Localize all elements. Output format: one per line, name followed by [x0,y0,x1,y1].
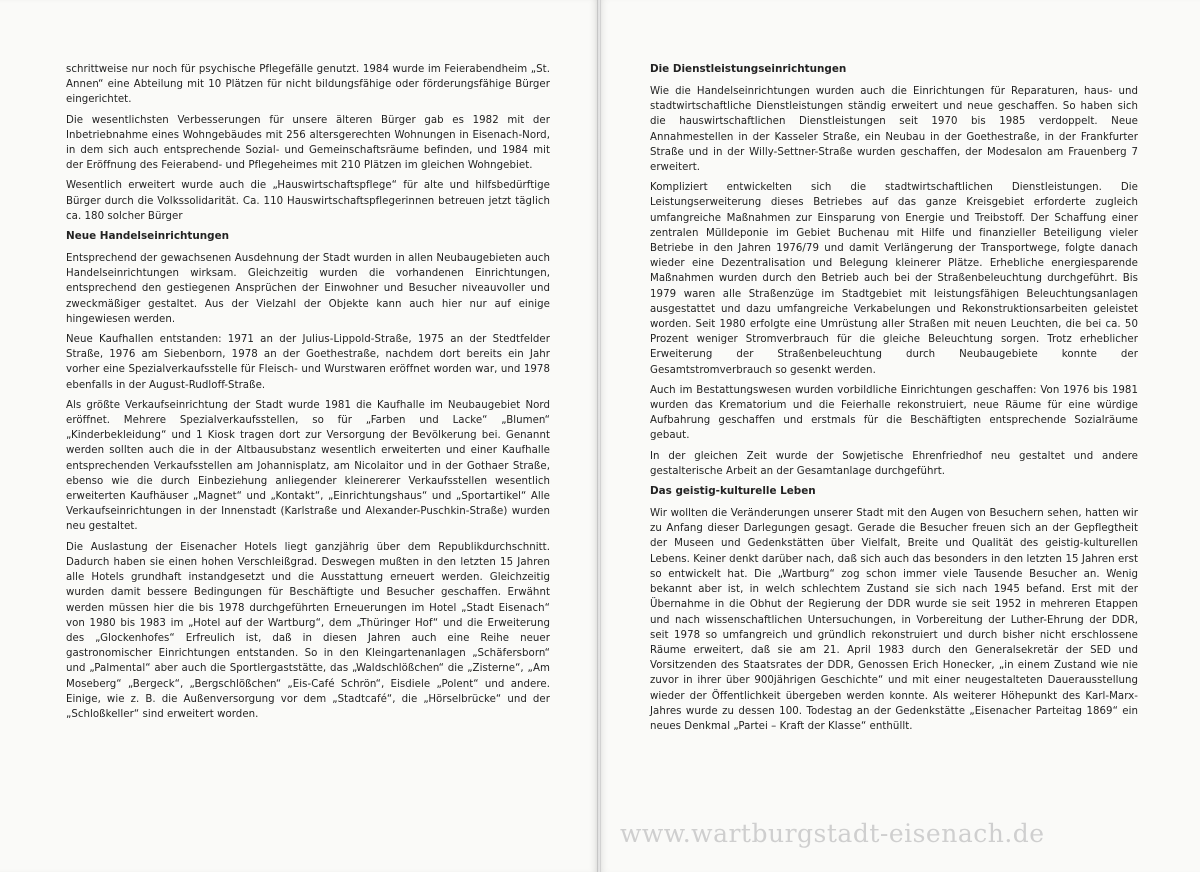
paragraph: Die Auslastung der Eisenacher Hotels liegt ganzjährig über dem Republikdurchschnitt. Dadurch haben sie einen hohen Verschleißgrad. Deswegen mußten in den letzten 15 Jahren alle Hotels grundhaft instandgesetzt und die Ausstattung erneuert werden. Gleichzeitig wurden damit bessere Bedingungen für Beschäftigte und Besucher geschaffen. Erwähnt werden müssen hier die bis 1978 durchgeführten Erneuerungen im Hotel „Stadt Eisenach“ von 1980 bis 1983 im „Hotel auf der Wartburg“, dem „Thüringer Hof“ und die Erweiterung des „Glockenhofes“ Erfreulich ist, daß in diesen Jahren auch eine Reihe neuer gastronomischer Einrichtungen entstanden. So in den Kleingartenanlagen „Schäfersborn“ und „Palmental“ aber auch die Sportlergaststätte, das „Waldschlößchen“ die „Zisterne“, „Am Moseberg“ „Bergeck“, „Bergschlößchen“ „Eis-Café Schrön“, Eisdiele „Polent“ und andere. Einige, wie z. B. die Außenversorgung vor dem „Stadtcafé“, die „Hörselbrücke“ und der „Schloßkeller“ sind erweitert worden. [66,541,550,720]
paragraph: In der gleichen Zeit wurde der Sowjetische Ehrenfriedhof neu gestaltet und andere gestalterische Arbeit an der Gesamtanlage durchgeführt. [650,450,1138,477]
paragraph: schrittweise nur noch für psychische Pflegefälle genutzt. 1984 wurde im Feierabendheim „St. Annen“ eine Abteilung mit 10 Plätzen für nicht bildungsfähige oder förderungsfähige Bürger eingerichtet. [66,64,550,106]
right-page-text [650,62,1138,739]
paragraph: Wie die Handelseinrichtungen wurden auch die Einrichtungen für Reparaturen, haus- und stadtwirtschaftliche Dienstleistungen ständig erweitert und neue geschaffen. So haben sich die hauswirtschaftlichen Dienstleistungen seit 1970 bis 1985 verdoppelt. Neue Annahmestellen in der Kasseler Straße, ein Neubau in der Goethestraße, in der Frankfurter Straße und in der Willy-Settner-Straße wurden geschaffen, der Modesalon am Frauenberg 7 erweitert. [650,86,1138,174]
website-watermark: www.wartburgstadt-eisenach.de [620,819,1045,848]
paragraph: Kompliziert entwickelten sich die stadtwirtschaftlichen Dienstleistungen. Die Leistungserweiterung dieses Betriebes auf das ganze Kreisgebiet erforderte zugleich umfangreiche Maßnahmen zur Einsparung von Energie und Treibstoff. Der Schaffung einer zentralen Mülldeponie im Gebiet Buchenau mit Hilfe und finanzieller Beteiligung vieler Betriebe in den Jahren 1976/79 und damit Verlängerung der Transportwege, folgte danach wieder eine Dezentralisation und Belegung kleinerer Plätze. Erhebliche energiesparende Maßnahmen wurden durch den Betrieb auch bei der Straßenbeleuchtung durchgeführt. Bis 1979 waren alle Straßenzüge im Stadtgebiet mit leistungsfähigen Beleuchtungsanlagen ausgestattet und dazu umfangreiche Verkabelungen und Rekonstruktionsarbeiten geleistet worden. Seit 1980 erfolgte eine Umrüstung aller Straßen mit neuen Leuchten, die bei ca. 50 Prozent weniger Stromverbrauch für die gleiche Beleuchtung sorgen. Trotz erheblicher Erweiterung der Straßenbeleuchtung durch Neubaugebiete konnte der Gesamtstromverbrauch so gesenkt werden. [650,182,1138,376]
paragraph: Neue Kaufhallen entstanden: 1971 an der Julius-Lippold-Straße, 1975 an der Stedtfelder Straße, 1976 am Siebenborn, 1978 an der Goethestraße, nachdem dort bereits ein Jahr vorher eine Spezialverkaufsstelle für Fleisch- und Wurstwaren eröffnet worden war, und 1978 ebenfalls in der August-Rudloff-Straße. [66,334,550,391]
book-gutter [597,0,601,872]
paragraph: Wesentlich erweitert wurde auch die „Hauswirtschaftspflege“ für alte und hilfsbedürftige Bürger durch die Volkssolidarität. Ca. 110 Hauswirtschaftspflegerinnen betreuen jetzt täglich ca. 180 solcher Bürger [66,180,550,222]
paragraph: Auch im Bestattungswesen wurden vorbildliche Einrichtungen geschaffen: Von 1976 bis 1981 wurden das Krematorium und die Feierhalle rekonstruiert, neue Räume für eine würdige Aufbahrung geschaffen und erstmals für die Beschäftigten entsprechende Sozialräume gebaut. [650,384,1138,442]
paragraph: Als größte Verkaufseinrichtung der Stadt wurde 1981 die Kaufhalle im Neubaugebiet Nord eröffnet. Mehrere Spezialverkaufsstellen, so für „Farben und Lacke“ „Blumen“ „Kinderbekleidung“ und 1 Kiosk tragen dort zur Versorgung der Bevölkerung bei. Genannt werden sollten auch die in der Altbausubstanz wesentlich erweiterten und einer Kaufhalle entsprechenden Verkaufsstellen am Johannisplatz, am Nicolaitor und in der Gothaer Straße, ebenso wie die durch Einbeziehung anliegender kleinererer Verkaufsstellen wesentlich erweiterten Kaufhäuser „Magnet“ und „Kontakt“, „Einrichtungshaus“ und „Sportartikel“ Alle Verkaufseinrichtungen in der Innenstadt (Karlstraße und Alexander-Puschkin-Straße) wurden neu gestaltet. [66,399,550,533]
section-heading-handel: Neue Handelseinrichtungen [66,230,230,243]
section-heading-kultur: Das geistig-kulturelle Leben [650,485,816,498]
left-page-text [66,62,550,727]
paragraph: Wir wollten die Veränderungen unserer Stadt mit den Augen von Besuchern sehen, hatten wir zu Anfang dieser Darlegungen gesagt. Gerade die Besucher freuen sich an der Gepflegtheit der Museen und Gedenkstätten über Vielfalt, Breite und Qualität des geistig-kulturellen Lebens. Keiner denkt darüber nach, daß sich auch das besonders in den letzten 15 Jahren erst so entwickelt hat. Die „Wartburg“ zog schon immer viele Tausende Besucher an. Wenig bekannt aber ist, in welch schlechtem Zustand sie sich nach 1945 befand. Erst mit der Übernahme in die Obhut der Regierung der DDR wurde sie seit 1952 in mehreren Etappen und nach wissenschaftlichen Untersuchungen, in Vorbereitung der Luther-Ehrung der DDR, seit 1978 so umfangreich und gründlich rekonstruiert und durch bisher nicht erschlossene Räume erweitert, daß sie am 21. April 1983 durch den Generalsekretär der SED und Vorsitzenden des Staatsrates der DDR, Genossen Erich Honecker, „in einem Zustand wie nie zuvor in ihrer über 900jährigen Geschichte“ und mit einer neugestalteten Dauerausstellung wieder der Öffentlichkeit übergeben werden konnte. Als weiterer Höhepunkt des Karl-Marx-Jahres wurde zu dessen 100. Todestag an der Gedenkstätte „Eisenacher Parteitag 1869“ ein neues Denkmal „Partei – Kraft der Klasse“ enthüllt. [650,508,1138,732]
paragraph: Entsprechend der gewachsenen Ausdehnung der Stadt wurden in allen Neubaugebieten auch Handelseinrichtungen wirksam. Gleichzeitig wurden die vorhandenen Einrichtungen, entsprechend den gestiegenen Ansprüchen der Einwohner und Besucher niveauvoller und zweckmäßiger gestaltet. Aus der Vielzahl der Objekte kann auch hier nur auf einige hingewiesen werden. [66,253,550,325]
paragraph: Die wesentlichsten Verbesserungen für unsere älteren Bürger gab es 1982 mit der Inbetriebnahme eines Wohngebäudes mit 256 altersgerechten Wohnungen in Eisenach-Nord, in dem sich auch entsprechende Sozial- und Gemeinschaftsräume befinden, und 1984 mit der Eröffnung des Feierabend- und Pflegeheimes mit 210 Plätzen im gleichen Wohngebiet. [66,114,550,172]
section-heading-dienstleistung: Die Dienstleistungseinrichtungen [650,63,847,75]
